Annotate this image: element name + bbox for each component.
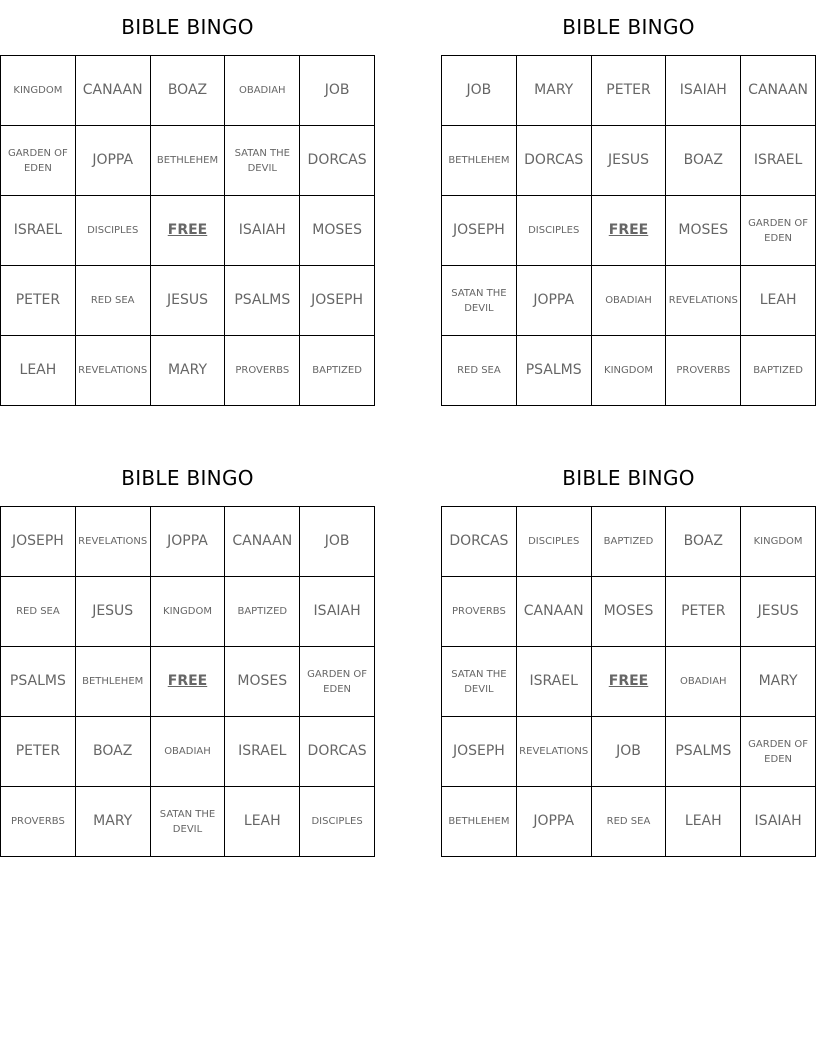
bingo-cell: GARDEN OF EDEN [741, 196, 816, 266]
bingo-cell: JOPPA [517, 266, 592, 336]
card-title: BIBLE BINGO [121, 466, 254, 490]
bingo-cell: PSALMS [225, 266, 300, 336]
bingo-cell: RED SEA [442, 336, 517, 406]
bingo-cell: RED SEA [76, 266, 151, 336]
bingo-cell: GARDEN OF EDEN [1, 126, 76, 196]
bingo-cell: MOSES [300, 196, 375, 266]
bingo-cell: SATAN THE DEVIL [225, 126, 300, 196]
bingo-cell: PETER [1, 266, 76, 336]
card-title: BIBLE BINGO [121, 15, 254, 39]
bingo-cell: GARDEN OF EDEN [741, 717, 816, 787]
bingo-cell: JESUS [76, 577, 151, 647]
bingo-card [441, 451, 816, 857]
bingo-cell: LEAH [741, 266, 816, 336]
bingo-cell: JOPPA [76, 126, 151, 196]
bingo-cell: MARY [151, 336, 226, 406]
bingo-cell: PETER [1, 717, 76, 787]
bingo-card [0, 451, 375, 857]
bingo-cell: MARY [517, 56, 592, 126]
bingo-cell: BETHLEHEM [442, 126, 517, 196]
bingo-cell: KINGDOM [741, 507, 816, 577]
bingo-card [441, 0, 816, 406]
bingo-cell: DISCIPLES [517, 196, 592, 266]
bingo-cell: ISRAEL [225, 717, 300, 787]
bingo-cell: JESUS [592, 126, 667, 196]
bingo-cell: PROVERBS [666, 336, 741, 406]
bingo-cell: DISCIPLES [300, 787, 375, 857]
bingo-grid [0, 506, 375, 857]
bingo-cell: ISAIAH [666, 56, 741, 126]
bingo-cell: MARY [741, 647, 816, 717]
bingo-cell: BETHLEHEM [76, 647, 151, 717]
bingo-cell: OBADIAH [225, 56, 300, 126]
free-space: FREE [151, 647, 226, 717]
bingo-cell: LEAH [225, 787, 300, 857]
bingo-cell: REVELATIONS [76, 507, 151, 577]
bingo-cell: CANAAN [225, 507, 300, 577]
bingo-cell: JESUS [151, 266, 226, 336]
bingo-cell: JOPPA [151, 507, 226, 577]
bingo-cell: BOAZ [76, 717, 151, 787]
bingo-cell: CANAAN [76, 56, 151, 126]
bingo-cell: MOSES [592, 577, 667, 647]
bingo-cell: LEAH [1, 336, 76, 406]
bingo-cell: MOSES [666, 196, 741, 266]
bingo-cell: PSALMS [1, 647, 76, 717]
bingo-cell: MARY [76, 787, 151, 857]
free-space: FREE [592, 196, 667, 266]
bingo-cell: BAPTIZED [225, 577, 300, 647]
bingo-cell: JOB [442, 56, 517, 126]
bingo-cell: SATAN THE DEVIL [151, 787, 226, 857]
bingo-cell: JOSEPH [1, 507, 76, 577]
bingo-cell: OBADIAH [151, 717, 226, 787]
bingo-cell: BETHLEHEM [151, 126, 226, 196]
bingo-cell: JOB [300, 507, 375, 577]
bingo-cell: SATAN THE DEVIL [442, 647, 517, 717]
bingo-cell: BOAZ [151, 56, 226, 126]
card-title: BIBLE BINGO [562, 466, 695, 490]
bingo-cell: DORCAS [442, 507, 517, 577]
bingo-cell: JOSEPH [442, 196, 517, 266]
bingo-cell: ISRAEL [517, 647, 592, 717]
bingo-cell: JOB [300, 56, 375, 126]
bingo-cell: REVELATIONS [666, 266, 741, 336]
free-space: FREE [151, 196, 226, 266]
bingo-card [0, 0, 375, 406]
bingo-cell: PROVERBS [225, 336, 300, 406]
bingo-cell: DISCIPLES [517, 507, 592, 577]
bingo-cell: BOAZ [666, 126, 741, 196]
bingo-cell: DISCIPLES [76, 196, 151, 266]
bingo-cell: CANAAN [517, 577, 592, 647]
bingo-cell: PSALMS [517, 336, 592, 406]
card-title: BIBLE BINGO [562, 15, 695, 39]
bingo-cell: ISAIAH [741, 787, 816, 857]
bingo-cell: PETER [592, 56, 667, 126]
bingo-cell: PSALMS [666, 717, 741, 787]
bingo-cell: DORCAS [517, 126, 592, 196]
bingo-cell: BAPTIZED [741, 336, 816, 406]
bingo-cell: GARDEN OF EDEN [300, 647, 375, 717]
bingo-cell: BAPTIZED [592, 507, 667, 577]
bingo-cell: DORCAS [300, 717, 375, 787]
bingo-cell: BETHLEHEM [442, 787, 517, 857]
bingo-grid [441, 55, 816, 406]
bingo-cell: JOB [592, 717, 667, 787]
bingo-grid [0, 55, 375, 406]
bingo-cell: KINGDOM [151, 577, 226, 647]
bingo-cell: JOSEPH [300, 266, 375, 336]
bingo-cell: JOSEPH [442, 717, 517, 787]
bingo-cell: OBADIAH [666, 647, 741, 717]
free-space: FREE [592, 647, 667, 717]
bingo-cell: RED SEA [592, 787, 667, 857]
bingo-cell: CANAAN [741, 56, 816, 126]
bingo-cell: LEAH [666, 787, 741, 857]
bingo-cell: BOAZ [666, 507, 741, 577]
bingo-cell: REVELATIONS [76, 336, 151, 406]
bingo-cell: RED SEA [1, 577, 76, 647]
bingo-cell: ISRAEL [1, 196, 76, 266]
bingo-cell: JESUS [741, 577, 816, 647]
bingo-cell: ISAIAH [300, 577, 375, 647]
bingo-cell: PETER [666, 577, 741, 647]
bingo-cell: KINGDOM [1, 56, 76, 126]
bingo-cell: KINGDOM [592, 336, 667, 406]
bingo-cell: REVELATIONS [517, 717, 592, 787]
bingo-cell: ISRAEL [741, 126, 816, 196]
bingo-cell: DORCAS [300, 126, 375, 196]
bingo-cell: PROVERBS [1, 787, 76, 857]
bingo-cell: SATAN THE DEVIL [442, 266, 517, 336]
bingo-cell: JOPPA [517, 787, 592, 857]
bingo-cell: PROVERBS [442, 577, 517, 647]
bingo-cell: ISAIAH [225, 196, 300, 266]
bingo-cell: MOSES [225, 647, 300, 717]
bingo-cell: BAPTIZED [300, 336, 375, 406]
bingo-grid [441, 506, 816, 857]
bingo-cell: OBADIAH [592, 266, 667, 336]
